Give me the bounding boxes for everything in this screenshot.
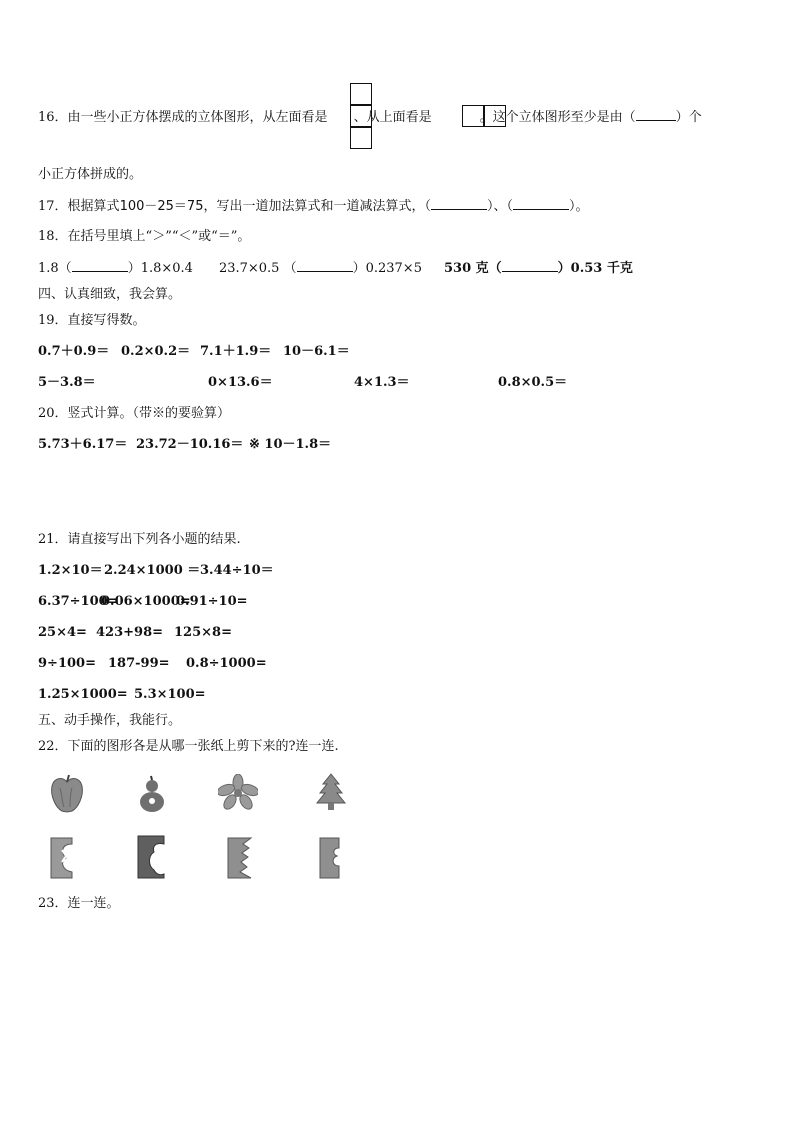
q17-formula: 100－25＝75	[119, 199, 204, 214]
q21-r1-item-2: 2.24×1000 ＝	[104, 563, 201, 578]
q20-title	[38, 405, 230, 423]
q23-text: 连一连。	[67, 896, 120, 911]
q21-number: 21．	[38, 532, 68, 547]
q21-r5-item-2: 5.3×100=	[134, 687, 206, 702]
apple-cutout-icon[interactable]	[48, 774, 86, 814]
q19-title	[38, 312, 146, 330]
q17-text-b: ，写出一道加法算式和一道减法算式，（	[203, 199, 431, 214]
q21-r2-item-2: 0.06×1000=	[101, 594, 191, 609]
q19-text: 直接写得数。	[67, 313, 146, 328]
q23-title	[38, 895, 120, 913]
q19-number: 19．	[38, 313, 68, 328]
q21-r5-item-1: 1.25×1000=	[38, 687, 128, 702]
q18-title	[38, 228, 250, 246]
q21-r4-item-1: 9÷100=	[38, 656, 96, 671]
q16-answer-blank[interactable]	[636, 108, 676, 121]
q21-r3-item-2: 423+98=	[96, 625, 164, 640]
q19-r1-item-3: 7.1＋1.9＝	[200, 344, 272, 359]
q16-number: 16．	[38, 110, 68, 125]
q20-item-2: 23.72－10.16＝	[136, 437, 244, 452]
q17-line	[38, 197, 589, 216]
q19-r2-item-4: 0.8×0.5＝	[498, 375, 568, 390]
q16-line2: 小正方体拼成的。	[38, 167, 143, 182]
q18-text: 在括号里填上“＞”“＜”或“＝”。	[67, 229, 251, 244]
q18-item-3-right: ）0.53 千克	[557, 261, 633, 276]
q22-text: 下面的图形各是从哪一张纸上剪下来的?连一连.	[67, 739, 339, 754]
q18-item-2-blank[interactable]	[297, 259, 353, 272]
q16-text-d: ）个	[675, 110, 702, 125]
q22-number: 22．	[38, 739, 68, 754]
q21-r2-item-3: 0.91÷10=	[176, 594, 248, 609]
q18-item-3-left: 530 克（	[443, 261, 502, 276]
q16-line1	[38, 108, 702, 127]
q19-r1-item-1: 0.7＋0.9＝	[38, 344, 110, 359]
q17-number: 17．	[38, 199, 68, 214]
q18-item-1-left: 1.8（	[38, 261, 72, 276]
q21-r4-item-3: 0.8÷1000=	[186, 656, 267, 671]
q21-r2-item-1: 6.37÷100=	[38, 594, 119, 609]
q21-title	[38, 531, 241, 549]
q19-r1-item-4: 10－6.1＝	[283, 344, 350, 359]
q20-number: 20．	[38, 406, 68, 421]
q18-item-1-blank[interactable]	[72, 259, 128, 272]
section-4-heading: 四、认真细致，我会算。	[38, 287, 182, 302]
q20-item-1: 5.73＋6.17＝	[38, 437, 128, 452]
q21-r1-item-3: 3.44÷10＝	[200, 563, 274, 578]
paper-gourd-cut-icon[interactable]	[134, 834, 168, 880]
q17-text-a: 根据算式	[67, 199, 120, 214]
q18-items	[38, 259, 633, 278]
q19-r2-item-3: 4×1.3＝	[354, 375, 410, 390]
paper-flower-cut-icon[interactable]	[317, 836, 349, 880]
q18-item-2-left: 23.7×0.5 （	[218, 261, 297, 276]
q17-text-d: ）。	[569, 199, 589, 214]
q19-r2-item-1: 5－3.8＝	[38, 375, 96, 390]
q16-text-c: 。这个立体图形至少是由（	[479, 110, 636, 125]
q21-r4-item-2: 187-99=	[108, 656, 170, 671]
flower-cutout-icon[interactable]	[218, 774, 258, 810]
q18-item-1-right: ）1.8×0.4	[127, 261, 193, 276]
paper-tree-cut-icon[interactable]	[225, 836, 255, 880]
q20-text: 竖式计算。（带※的要验算）	[67, 406, 231, 421]
q21-r1-item-1: 1.2×10＝	[38, 563, 103, 578]
gourd-cutout-icon[interactable]	[135, 774, 169, 814]
paper-apple-cut-icon[interactable]	[48, 836, 82, 880]
q19-r1-item-2: 0.2×0.2＝	[121, 344, 191, 359]
q20-item-3: ※ 10－1.8＝	[249, 437, 332, 452]
q23-number: 23．	[38, 896, 68, 911]
q17-text-c: ）、（	[486, 199, 513, 214]
q17-subtraction-blank[interactable]	[513, 197, 569, 210]
q21-r3-item-1: 25×4=	[38, 625, 87, 640]
q21-r3-item-3: 125×8=	[174, 625, 232, 640]
q19-r2-item-2: 0×13.6＝	[208, 375, 273, 390]
section-5-heading: 五、动手操作，我能行。	[38, 713, 182, 728]
q22-title	[38, 738, 339, 756]
q18-item-2-right: ）0.237×5	[352, 261, 422, 276]
q17-addition-blank[interactable]	[431, 197, 487, 210]
q18-number: 18．	[38, 229, 68, 244]
tree-cutout-icon[interactable]	[314, 772, 348, 812]
q21-text: 请直接写出下列各小题的结果.	[67, 532, 241, 547]
q18-item-3-blank[interactable]	[502, 259, 558, 272]
q16-text-a: 由一些小正方体摆成的立体图形，从左面看是	[67, 110, 328, 125]
q16-text-b: 、从上面看是	[353, 110, 432, 125]
